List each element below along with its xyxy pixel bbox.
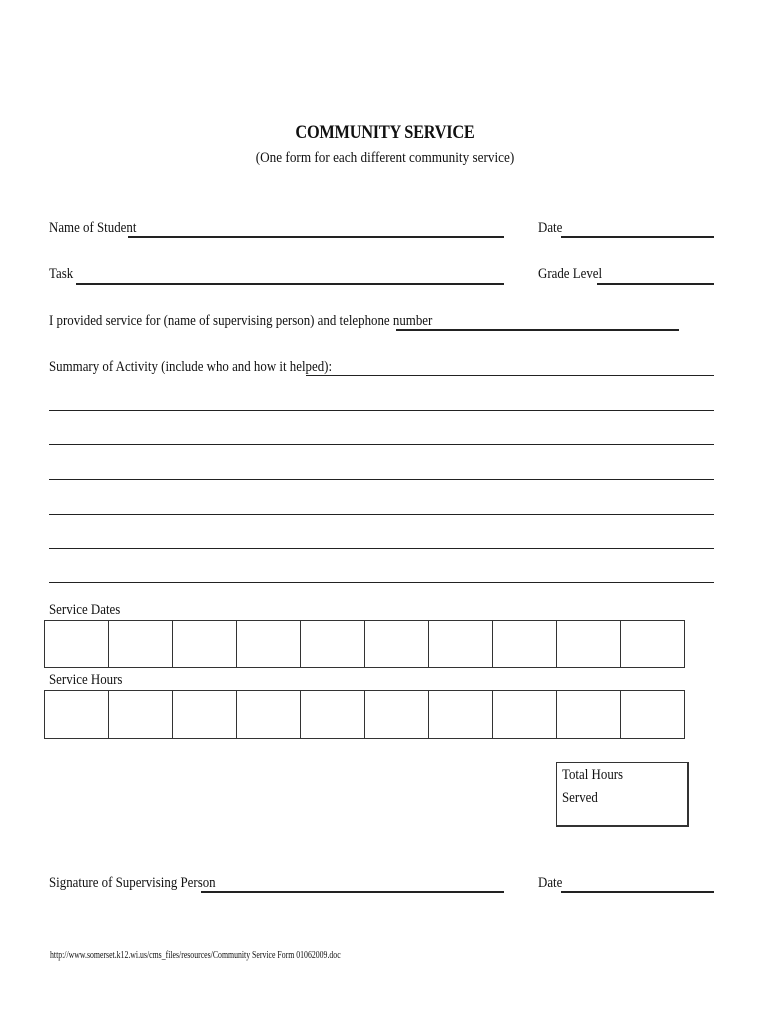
service-hours-label: Service Hours bbox=[49, 672, 123, 688]
name-of-student-label: Name of Student bbox=[49, 220, 137, 236]
signature-field[interactable] bbox=[201, 891, 504, 893]
footer-url: http://www.somerset.k12.wi.us/cms_files/resources/Community Service Form 01062009.doc bbox=[50, 950, 341, 961]
service-hours-cell[interactable] bbox=[429, 691, 493, 739]
service-dates-table bbox=[44, 620, 685, 668]
form-title: COMMUNITY SERVICE bbox=[295, 122, 475, 143]
signature-label: Signature of Supervising Person bbox=[49, 875, 216, 891]
service-date-cell[interactable] bbox=[429, 621, 493, 668]
date-field[interactable] bbox=[561, 236, 714, 238]
summary-line-7[interactable] bbox=[49, 582, 714, 583]
service-date-cell[interactable] bbox=[109, 621, 173, 668]
service-hours-cell[interactable] bbox=[109, 691, 173, 739]
total-hours-label-line2: Served bbox=[562, 790, 598, 806]
name-of-student-field[interactable] bbox=[128, 236, 504, 238]
service-date-cell[interactable] bbox=[237, 621, 301, 668]
service-date-cell[interactable] bbox=[301, 621, 365, 668]
service-hours-cell[interactable] bbox=[365, 691, 429, 739]
service-hours-cell[interactable] bbox=[493, 691, 557, 739]
service-date-cell[interactable] bbox=[173, 621, 237, 668]
service-date-cell[interactable] bbox=[365, 621, 429, 668]
service-hours-table bbox=[44, 690, 685, 739]
service-hours-cell[interactable] bbox=[237, 691, 301, 739]
service-dates-label: Service Dates bbox=[49, 602, 121, 618]
signature-date-label: Date bbox=[538, 875, 563, 891]
grade-level-label: Grade Level bbox=[538, 266, 603, 282]
total-hours-label-line1: Total Hours bbox=[562, 767, 624, 783]
service-hours-cell[interactable] bbox=[173, 691, 237, 739]
service-hours-cell[interactable] bbox=[557, 691, 621, 739]
service-date-cell[interactable] bbox=[621, 621, 685, 668]
service-date-cell[interactable] bbox=[493, 621, 557, 668]
provided-service-label: I provided service for (name of supervising person) and telephone number bbox=[49, 313, 433, 329]
service-hours-cell[interactable] bbox=[621, 691, 685, 739]
signature-date-field[interactable] bbox=[561, 891, 714, 893]
task-label: Task bbox=[49, 266, 74, 282]
service-hours-cell[interactable] bbox=[45, 691, 109, 739]
service-hours-cell[interactable] bbox=[301, 691, 365, 739]
service-date-cell[interactable] bbox=[557, 621, 621, 668]
summary-line-2[interactable] bbox=[49, 410, 714, 411]
summary-line-4[interactable] bbox=[49, 479, 714, 480]
summary-line-3[interactable] bbox=[49, 444, 714, 445]
summary-line-1[interactable] bbox=[306, 375, 714, 376]
grade-level-field[interactable] bbox=[597, 283, 714, 285]
supervisor-phone-field[interactable] bbox=[396, 329, 679, 331]
summary-label: Summary of Activity (include who and how it helped): bbox=[49, 359, 333, 375]
task-field[interactable] bbox=[76, 283, 504, 285]
summary-line-5[interactable] bbox=[49, 514, 714, 515]
summary-line-6[interactable] bbox=[49, 548, 714, 549]
form-subtitle: (One form for each different community service) bbox=[255, 150, 515, 166]
service-date-cell[interactable] bbox=[45, 621, 109, 668]
date-label: Date bbox=[538, 220, 563, 236]
